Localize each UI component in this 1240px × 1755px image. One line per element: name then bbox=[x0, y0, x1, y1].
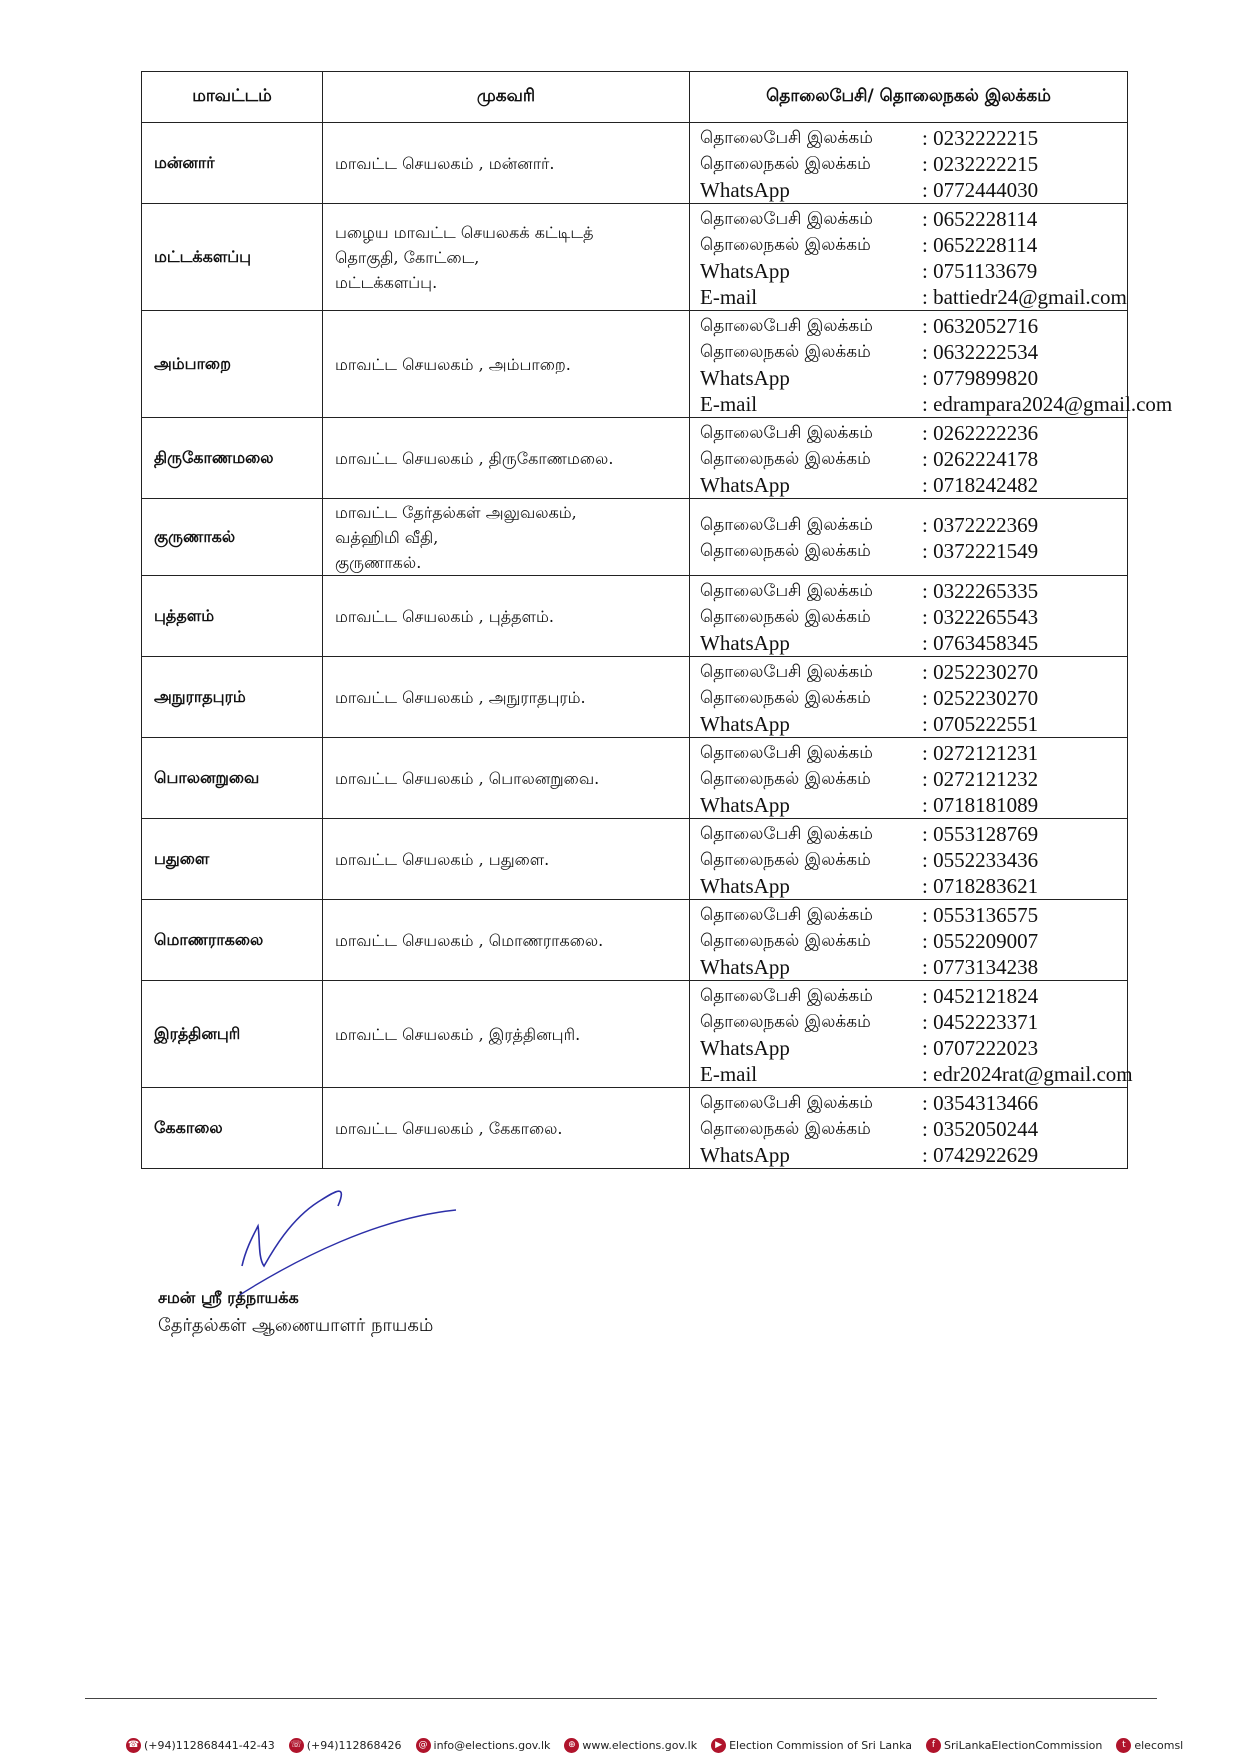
contact-line bbox=[700, 928, 1123, 954]
contact-label: தொலைபேசி இலக்கம் bbox=[700, 662, 873, 682]
footer-item[interactable] bbox=[416, 1738, 551, 1753]
contact-value: : 0751133679 bbox=[922, 259, 1038, 283]
district-cell: அம்பாறை bbox=[142, 311, 323, 418]
contact-cell bbox=[690, 657, 1128, 738]
footer-item[interactable] bbox=[126, 1738, 275, 1753]
facebook-icon: f bbox=[926, 1738, 941, 1753]
address-cell bbox=[323, 123, 690, 204]
contact-value: : 0262224178 bbox=[922, 447, 1039, 471]
contact-label: WhatsApp bbox=[700, 712, 790, 736]
table-row bbox=[142, 311, 1128, 418]
table-row bbox=[142, 499, 1128, 576]
footer-item[interactable] bbox=[289, 1738, 402, 1753]
address-line: மாவட்ட செயலகம் , புத்தளம். bbox=[335, 606, 554, 626]
address-cell bbox=[323, 819, 690, 900]
signatory-name: சமன் ஸ்ரீ ரத்நாயக்க bbox=[158, 1288, 299, 1307]
address-line: மாவட்ட செயலகம் , திருகோணமலை. bbox=[335, 448, 614, 468]
youtube-icon: ▶ bbox=[711, 1738, 726, 1753]
contact-value: : 0652228114 bbox=[922, 233, 1038, 257]
table-row bbox=[142, 418, 1128, 499]
contact-label: WhatsApp bbox=[700, 366, 790, 390]
contact-value: : 0232222215 bbox=[922, 152, 1039, 176]
table-row bbox=[142, 204, 1128, 311]
web-icon: ⊕ bbox=[564, 1738, 579, 1753]
table-row bbox=[142, 576, 1128, 657]
contact-label: தொலைநகல் இலக்கம் bbox=[700, 1119, 871, 1139]
contact-label: தொலைபேசி இலக்கம் bbox=[700, 581, 873, 601]
contact-label: WhatsApp bbox=[700, 955, 790, 979]
contact-label: WhatsApp bbox=[700, 631, 790, 655]
contact-cell bbox=[690, 738, 1128, 819]
contact-value[interactable]: : edrampara2024@gmail.com bbox=[922, 392, 1173, 416]
contact-value: : 0272121231 bbox=[922, 741, 1039, 765]
contact-value: : 0354313466 bbox=[922, 1091, 1039, 1115]
footer-item-text: (+94)112868426 bbox=[306, 1739, 402, 1752]
district-cell: குருணாகல் bbox=[142, 499, 323, 576]
contact-value: : 0552233436 bbox=[922, 848, 1039, 872]
contact-line bbox=[700, 630, 1123, 656]
contact-cell bbox=[690, 819, 1128, 900]
contact-label: தொலைநகல் இலக்கம் bbox=[700, 850, 871, 870]
contact-value: : 0553128769 bbox=[922, 822, 1039, 846]
contact-line bbox=[700, 446, 1123, 472]
contact-line bbox=[700, 512, 1123, 538]
contact-value: : 0742922629 bbox=[922, 1143, 1039, 1167]
contact-line bbox=[700, 125, 1123, 151]
contact-value: : 0372221549 bbox=[922, 539, 1039, 563]
contact-value: : 0718181089 bbox=[922, 793, 1039, 817]
footer-item[interactable] bbox=[711, 1738, 912, 1753]
contact-value: : 0322265543 bbox=[922, 605, 1039, 629]
contact-line bbox=[700, 983, 1123, 1009]
address-line: பழைய மாவட்ட செயலகக் கட்டிடத் bbox=[335, 222, 594, 242]
contact-label: தொலைநகல் இலக்கம் bbox=[700, 769, 871, 789]
contact-label: தொலைநகல் இலக்கம் bbox=[700, 931, 871, 951]
contact-label: தொலைபேசி இலக்கம் bbox=[700, 986, 873, 1006]
contact-label: E-mail bbox=[700, 285, 758, 309]
contact-line bbox=[700, 1142, 1123, 1168]
header-contact: தொலைபேசி/ தொலைநகல் இலக்கம் bbox=[690, 72, 1128, 123]
contact-cell bbox=[690, 204, 1128, 311]
contact-value: : 0763458345 bbox=[922, 631, 1039, 655]
district-contacts-table bbox=[141, 71, 1173, 1169]
contact-line bbox=[700, 420, 1123, 446]
contact-label: WhatsApp bbox=[700, 473, 790, 497]
contact-line bbox=[700, 1090, 1123, 1116]
footer-divider bbox=[85, 1698, 1157, 1699]
district-cell: மட்டக்களப்பு bbox=[142, 204, 323, 311]
fax-icon: ☏ bbox=[289, 1738, 304, 1753]
footer-item[interactable] bbox=[564, 1738, 697, 1753]
contact-label: தொலைநகல் இலக்கம் bbox=[700, 342, 871, 362]
footer-item[interactable] bbox=[1116, 1738, 1183, 1753]
district-cell: மொணராகலை bbox=[142, 900, 323, 981]
footer-item[interactable] bbox=[926, 1738, 1102, 1753]
contact-value: : 0272121232 bbox=[922, 767, 1039, 791]
address-cell bbox=[323, 418, 690, 499]
contact-label: தொலைபேசி இலக்கம் bbox=[700, 1093, 873, 1113]
footer-contact-bar bbox=[126, 1738, 1184, 1753]
contact-value: : 0252230270 bbox=[922, 686, 1039, 710]
district-cell: புத்தளம் bbox=[142, 576, 323, 657]
contact-line bbox=[700, 604, 1123, 630]
contact-line bbox=[700, 578, 1123, 604]
address-cell bbox=[323, 204, 690, 311]
address-line: மாவட்ட செயலகம் , பதுளை. bbox=[335, 849, 550, 869]
contact-value: : 0707222023 bbox=[922, 1036, 1039, 1060]
table-row bbox=[142, 657, 1128, 738]
footer-item-text: (+94)112868441-42-43 bbox=[144, 1739, 275, 1752]
contact-line bbox=[700, 685, 1123, 711]
contact-value: : 0452121824 bbox=[922, 984, 1039, 1008]
contact-label: தொலைபேசி இலக்கம் bbox=[700, 743, 873, 763]
contact-line bbox=[700, 740, 1123, 766]
contact-line bbox=[700, 538, 1123, 564]
table-row bbox=[142, 819, 1128, 900]
contact-label: தொலைபேசி இலக்கம் bbox=[700, 209, 873, 229]
address-cell bbox=[323, 900, 690, 981]
contact-label: தொலைநகல் இலக்கம் bbox=[700, 1012, 871, 1032]
contact-line bbox=[700, 472, 1123, 498]
contact-cell bbox=[690, 576, 1128, 657]
contact-line bbox=[700, 365, 1123, 391]
contact-line bbox=[700, 232, 1123, 258]
contact-value: : 0632052716 bbox=[922, 314, 1039, 338]
address-cell bbox=[323, 1088, 690, 1169]
footer-item-text: SriLankaElectionCommission bbox=[944, 1739, 1103, 1752]
contact-label: WhatsApp bbox=[700, 1036, 790, 1060]
header-address: முகவரி bbox=[323, 72, 690, 123]
address-line: வத்ஹிமி வீதி, bbox=[335, 527, 439, 547]
contact-value: : 0705222551 bbox=[922, 712, 1039, 736]
footer-item-text: elecomsl bbox=[1134, 1739, 1184, 1752]
district-cell: அநுராதபுரம் bbox=[142, 657, 323, 738]
contact-label: E-mail bbox=[700, 1062, 758, 1086]
footer-item-text: Election Commission of Sri Lanka bbox=[729, 1739, 913, 1752]
contact-value: : 0652228114 bbox=[922, 207, 1038, 231]
contact-line bbox=[700, 313, 1123, 339]
address-cell bbox=[323, 981, 690, 1088]
contact-label: தொலைபேசி இலக்கம் bbox=[700, 423, 873, 443]
table-row bbox=[142, 738, 1128, 819]
contact-value[interactable]: : edr2024rat@gmail.com bbox=[922, 1062, 1133, 1086]
district-cell: மன்னார் bbox=[142, 123, 323, 204]
contact-label: WhatsApp bbox=[700, 1143, 790, 1167]
address-line: மாவட்ட செயலகம் , அம்பாறை. bbox=[335, 354, 571, 374]
contact-line bbox=[700, 1061, 1133, 1087]
contact-label: தொலைநகல் இலக்கம் bbox=[700, 449, 871, 469]
table-row bbox=[142, 981, 1128, 1088]
contact-line bbox=[700, 1035, 1123, 1061]
address-line: தொகுதி, கோட்டை, bbox=[335, 247, 480, 267]
table-row bbox=[142, 123, 1128, 204]
contact-label: E-mail bbox=[700, 392, 758, 416]
contact-line bbox=[700, 792, 1123, 818]
signatory-title: தேர்தல்கள் ஆணையாளர் நாயகம் bbox=[158, 1315, 434, 1336]
contact-label: தொலைபேசி இலக்கம் bbox=[700, 128, 873, 148]
contact-label: WhatsApp bbox=[700, 793, 790, 817]
contact-label: தொலைபேசி இலக்கம் bbox=[700, 905, 873, 925]
address-cell bbox=[323, 576, 690, 657]
contact-value: : 0773134238 bbox=[922, 955, 1039, 979]
contact-line bbox=[700, 711, 1123, 737]
contact-cell bbox=[690, 499, 1128, 576]
contact-value: : 0262222236 bbox=[922, 421, 1039, 445]
contact-value: : 0779899820 bbox=[922, 366, 1039, 390]
contact-line bbox=[700, 391, 1173, 417]
contact-cell bbox=[690, 981, 1133, 1088]
contact-line bbox=[700, 177, 1123, 203]
district-cell: கேகாலை bbox=[142, 1088, 323, 1169]
contact-line bbox=[700, 151, 1123, 177]
address-cell bbox=[323, 738, 690, 819]
address-line: மாவட்ட தேர்தல்கள் அலுவலகம், bbox=[335, 502, 577, 522]
contact-cell bbox=[690, 311, 1173, 418]
contact-value: : 0553136575 bbox=[922, 903, 1039, 927]
contact-label: தொலைபேசி இலக்கம் bbox=[700, 824, 873, 844]
table-row bbox=[142, 900, 1128, 981]
contact-value: : 0452223371 bbox=[922, 1010, 1039, 1034]
contact-value: : 0552209007 bbox=[922, 929, 1039, 953]
phone-icon: ☎ bbox=[126, 1738, 141, 1753]
district-cell: இரத்தினபுரி bbox=[142, 981, 323, 1088]
address-line: மாவட்ட செயலகம் , அநுராதபுரம். bbox=[335, 687, 586, 707]
email-icon: @ bbox=[416, 1738, 431, 1753]
contact-line bbox=[700, 821, 1123, 847]
address-line: மட்டக்களப்பு. bbox=[335, 272, 438, 292]
contact-line bbox=[700, 284, 1127, 310]
contact-line bbox=[700, 873, 1123, 899]
footer-item-text: www.elections.gov.lk bbox=[582, 1739, 698, 1752]
signature-image bbox=[228, 1178, 458, 1298]
contact-label: தொலைபேசி இலக்கம் bbox=[700, 316, 873, 336]
address-line: மாவட்ட செயலகம் , கேகாலை. bbox=[335, 1118, 563, 1138]
table-row bbox=[142, 1088, 1128, 1169]
contact-value: : 0632222534 bbox=[922, 340, 1039, 364]
contact-value: : 0352050244 bbox=[922, 1117, 1039, 1141]
contact-line bbox=[700, 954, 1123, 980]
contact-line bbox=[700, 339, 1123, 365]
contact-cell bbox=[690, 900, 1128, 981]
contact-value: : 0322265335 bbox=[922, 579, 1039, 603]
table-header-row bbox=[142, 72, 1128, 123]
district-cell: பதுளை bbox=[142, 819, 323, 900]
address-cell bbox=[323, 311, 690, 418]
contact-label: WhatsApp bbox=[700, 178, 790, 202]
address-line: குருணாகல். bbox=[335, 552, 422, 572]
contact-line bbox=[700, 1116, 1123, 1142]
contact-label: WhatsApp bbox=[700, 874, 790, 898]
contact-label: தொலைநகல் இலக்கம் bbox=[700, 154, 871, 174]
twitter-icon: t bbox=[1116, 1738, 1131, 1753]
footer-item-text: info@elections.gov.lk bbox=[433, 1739, 551, 1752]
address-line: மாவட்ட செயலகம் , பொலனறுவை. bbox=[335, 768, 600, 788]
contact-label: தொலைநகல் இலக்கம் bbox=[700, 235, 871, 255]
address-cell bbox=[323, 657, 690, 738]
contact-line bbox=[700, 659, 1123, 685]
address-line: மாவட்ட செயலகம் , மொணராகலை. bbox=[335, 930, 604, 950]
contact-value: : 0718283621 bbox=[922, 874, 1039, 898]
contact-line bbox=[700, 1009, 1123, 1035]
contact-value: : 0772444030 bbox=[922, 178, 1039, 202]
address-cell bbox=[323, 499, 690, 576]
address-line: மாவட்ட செயலகம் , இரத்தினபுரி. bbox=[335, 1024, 581, 1044]
contact-value: : 0718242482 bbox=[922, 473, 1039, 497]
district-cell: பொலனறுவை bbox=[142, 738, 323, 819]
contact-line bbox=[700, 258, 1123, 284]
contact-cell bbox=[690, 418, 1128, 499]
contact-value: : 0372222369 bbox=[922, 513, 1039, 537]
contact-label: WhatsApp bbox=[700, 259, 790, 283]
contact-line bbox=[700, 206, 1123, 232]
contact-value: : 0232222215 bbox=[922, 126, 1039, 150]
contact-label: தொலைநகல் இலக்கம் bbox=[700, 541, 871, 561]
contact-line bbox=[700, 847, 1123, 873]
contact-line bbox=[700, 902, 1123, 928]
contact-cell bbox=[690, 123, 1128, 204]
contact-label: தொலைபேசி இலக்கம் bbox=[700, 515, 873, 535]
district-cell: திருகோணமலை bbox=[142, 418, 323, 499]
header-district: மாவட்டம் bbox=[142, 72, 323, 123]
address-line: மாவட்ட செயலகம் , மன்னார். bbox=[335, 153, 555, 173]
contact-cell bbox=[690, 1088, 1128, 1169]
contact-value: : 0252230270 bbox=[922, 660, 1039, 684]
contact-line bbox=[700, 766, 1123, 792]
contact-label: தொலைநகல் இலக்கம் bbox=[700, 607, 871, 627]
contact-value[interactable]: : battiedr24@gmail.com bbox=[922, 285, 1127, 309]
contact-label: தொலைநகல் இலக்கம் bbox=[700, 688, 871, 708]
